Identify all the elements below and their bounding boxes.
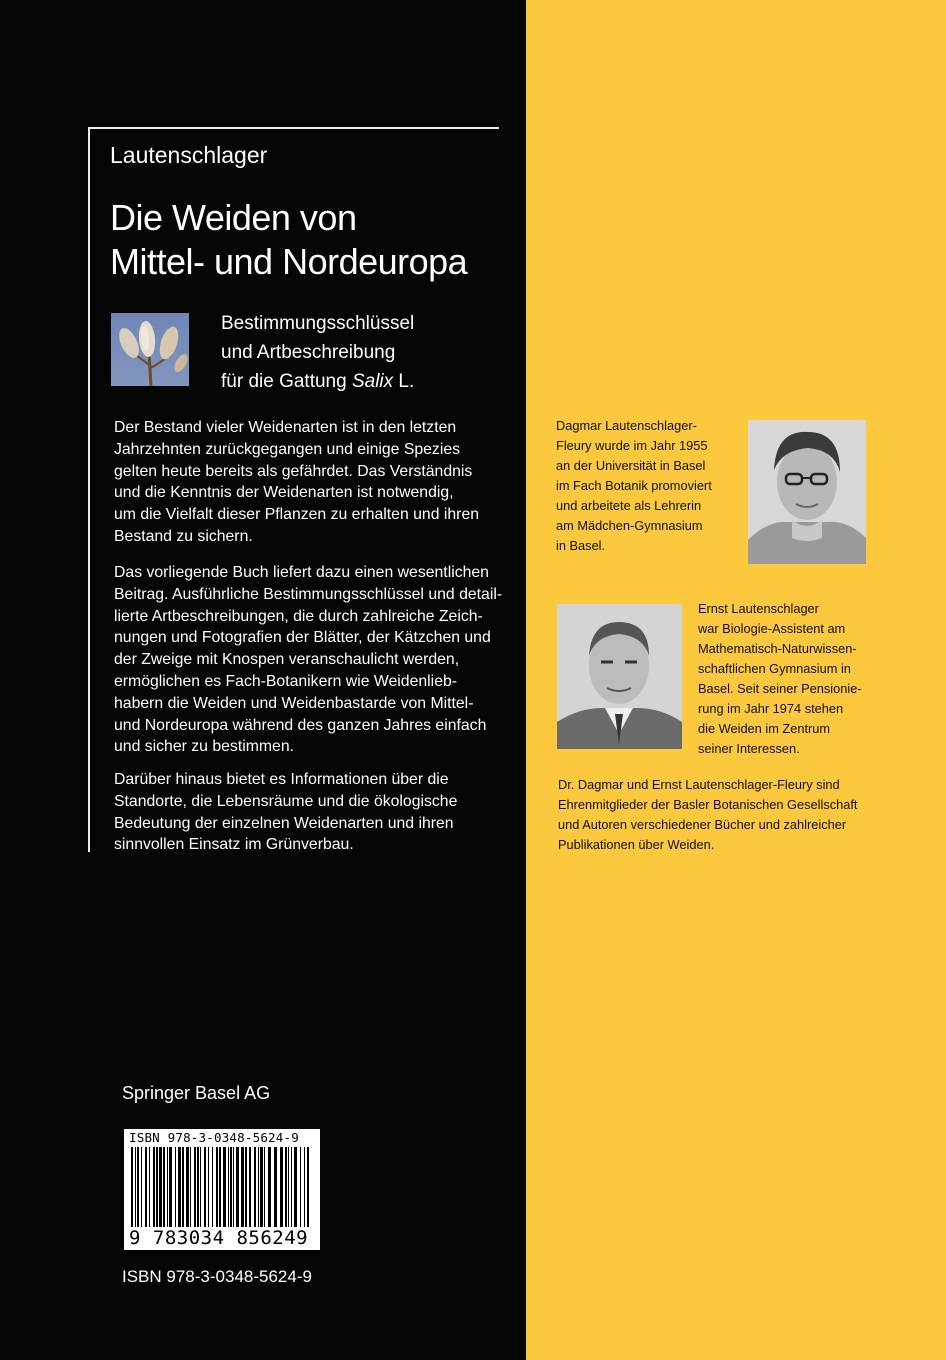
barcode-bar [182,1147,184,1227]
book-title [110,196,467,284]
willow-catkin-photo [111,313,189,386]
blurb-line: sinnvollen Einsatz im Grünverbau. [114,836,354,854]
barcode-bar [141,1147,142,1227]
blurb-paragraph-3 [114,769,506,856]
barcode-bar [260,1147,263,1227]
barcode-bar [291,1147,292,1227]
barcode-bar [300,1147,301,1227]
barcode-bar [264,1147,265,1227]
barcode-bar [294,1147,297,1227]
barcode-bar [145,1147,147,1227]
blurb-line: und sicher zu bestimmen. [114,738,294,756]
blurb-line: habern die Weiden und Weidenbastarde von Mittel- [114,694,474,712]
barcode-bar [254,1147,256,1227]
blurb-line: Bestand zu sichern. [114,527,253,545]
subtitle-line-2: und Artbeschreibung [221,342,396,363]
bio-dagmar [556,416,712,556]
barcode-bar [288,1147,289,1227]
subtitle-line-3-suffix: L. [393,371,415,392]
barcode-bar [274,1147,277,1227]
bio-line: seiner Interessen. [698,741,800,756]
blurb-line: gelten heute bereits als gefährdet. Das Verständnis [114,462,473,480]
blurb-line: Der Bestand vieler Weidenarten ist in den letzten [114,419,457,436]
barcode-bar [233,1147,234,1227]
blurb-line: ermöglichen es Fach-Botanikern wie Weidenlieb- [114,672,458,690]
barcode-bar [169,1147,172,1227]
frame-rule-top [88,127,499,129]
blurb-line: und Nordeuropa während des ganzen Jahres einfach [114,716,487,734]
bio-line: Fleury wurde im Jahr 1955 [556,438,708,453]
bio-line: war Biologie-Assistent am [698,621,846,636]
barcode-bar [200,1147,201,1227]
barcode-bar [178,1147,181,1227]
bio-line: in Basel. [556,538,606,553]
blurb-line: und die Kenntnis der Weidenarten ist notwendig, [114,484,454,502]
barcode-bar [156,1147,158,1227]
subtitle-line-1: Bestimmungsschlüssel [221,313,415,334]
barcode-bar [307,1147,309,1227]
barcode-digits: 9 783034 856249 [129,1227,309,1249]
bio-line: Basel. Seit seiner Pensionie- [698,681,862,696]
bio-line: Publikationen über Weiden. [558,837,715,852]
barcode-bar [304,1147,305,1227]
barcode-bar [230,1147,232,1227]
title-line-2: Mittel- und Nordeuropa [110,241,468,282]
barcode-bar [131,1147,133,1227]
portrait-ernst [557,604,682,749]
bio-ernst [698,599,862,759]
barcode-bar [190,1147,191,1227]
blurb-paragraph-2 [114,562,506,758]
blurb-line: nungen und Fotografien der Blätter, der Kätzchen und [114,629,491,647]
blurb-line: der Zweige mit Knospen veranschaulicht werden, [114,651,460,669]
bio-line: die Weiden im Zentrum [698,721,831,736]
barcode-bar [268,1147,271,1227]
barcode-bar [258,1147,259,1227]
bio-line: und arbeitete als Lehrerin [556,498,702,513]
blurb-line: Bedeutung der einzelnen Weidenarten und ihren [114,814,454,832]
barcode-bar [245,1147,247,1227]
isbn-footer: ISBN 978-3-0348-5624-9 [122,1267,312,1286]
barcode-bar [249,1147,251,1227]
bio-line: Mathematisch-Naturwissen- [698,641,857,656]
portrait-dagmar [748,420,866,564]
barcode-bar [163,1147,165,1227]
barcode-bar [149,1147,150,1227]
bio-line: Ernst Lautenschlager [698,601,819,616]
blurb-line: Standorte, die Lebensräume und die ökologische [114,792,458,810]
bio-line: Dr. Dagmar und Ernst Lautenschlager-Fleury sind [558,777,840,792]
subtitle-genus: Salix [351,371,394,392]
blurb-line: Beitrag. Ausführliche Bestimmungsschlüssel und detail- [114,585,503,603]
barcode-bar [223,1147,226,1227]
barcode-bar [186,1147,189,1227]
barcode-bars [129,1147,315,1227]
barcode-bar [241,1147,244,1227]
isbn-barcode [124,1129,320,1250]
blurb-line: um die Vielfalt dieser Pflanzen zu erhalten und ihren [114,506,480,524]
bio-line: im Fach Botanik promoviert [556,478,712,493]
barcode-bar [153,1147,155,1227]
barcode-bar [167,1147,168,1227]
subtitle-line-3-prefix: für die Gattung [221,371,352,392]
bio-line: rung im Jahr 1974 stehen [698,701,844,716]
barcode-bar [228,1147,229,1227]
bio-line: am Mädchen-Gymnasium [556,518,703,533]
barcode-bar [175,1147,176,1227]
blurb-line: lierte Artbeschreibungen, die durch zahlreiche Zeich- [114,607,483,625]
subtitle-line-3 [221,367,414,396]
bio-line: an der Universität in Basel [556,458,706,473]
barcode-bar [137,1147,139,1227]
publisher-name: Springer Basel AG [122,1083,271,1103]
blurb-paragraph-1 [114,417,506,548]
blurb-line: Das vorliegende Buch liefert dazu einen wesentlichen [114,564,489,581]
barcode-bar [236,1147,239,1227]
barcode-isbn-label: ISBN 978-3-0348-5624-9 [129,1130,299,1145]
barcode-bar [194,1147,196,1227]
barcode-bar [285,1147,287,1227]
barcode-bar [216,1147,218,1227]
book-subtitle [221,309,414,396]
barcode-bar [208,1147,209,1227]
bio-line: schaftlichen Gymnasium in [698,661,851,676]
barcode-bar [135,1147,136,1227]
barcode-bar [212,1147,213,1227]
bio-line: Ehrenmitglieder der Basler Botanischen Gesellschaft [558,797,858,812]
barcode-bar [280,1147,283,1227]
blurb-line: Darüber hinaus bietet es Informationen über die [114,771,449,788]
title-line-1: Die Weiden von [110,197,357,238]
barcode-bar [219,1147,221,1227]
bio-joint [558,775,857,855]
barcode-bar [197,1147,199,1227]
blurb-line: Jahrzehnten zurückgegangen und einige Spezies [114,440,461,458]
frame-rule-left [88,127,90,852]
bio-line: und Autoren verschiedener Bücher und zahlreicher [558,817,847,832]
barcode-bar [159,1147,162,1227]
bio-line: Dagmar Lautenschlager- [556,418,697,433]
barcode-bar [204,1147,206,1227]
author-name: Lautenschlager [110,142,268,168]
